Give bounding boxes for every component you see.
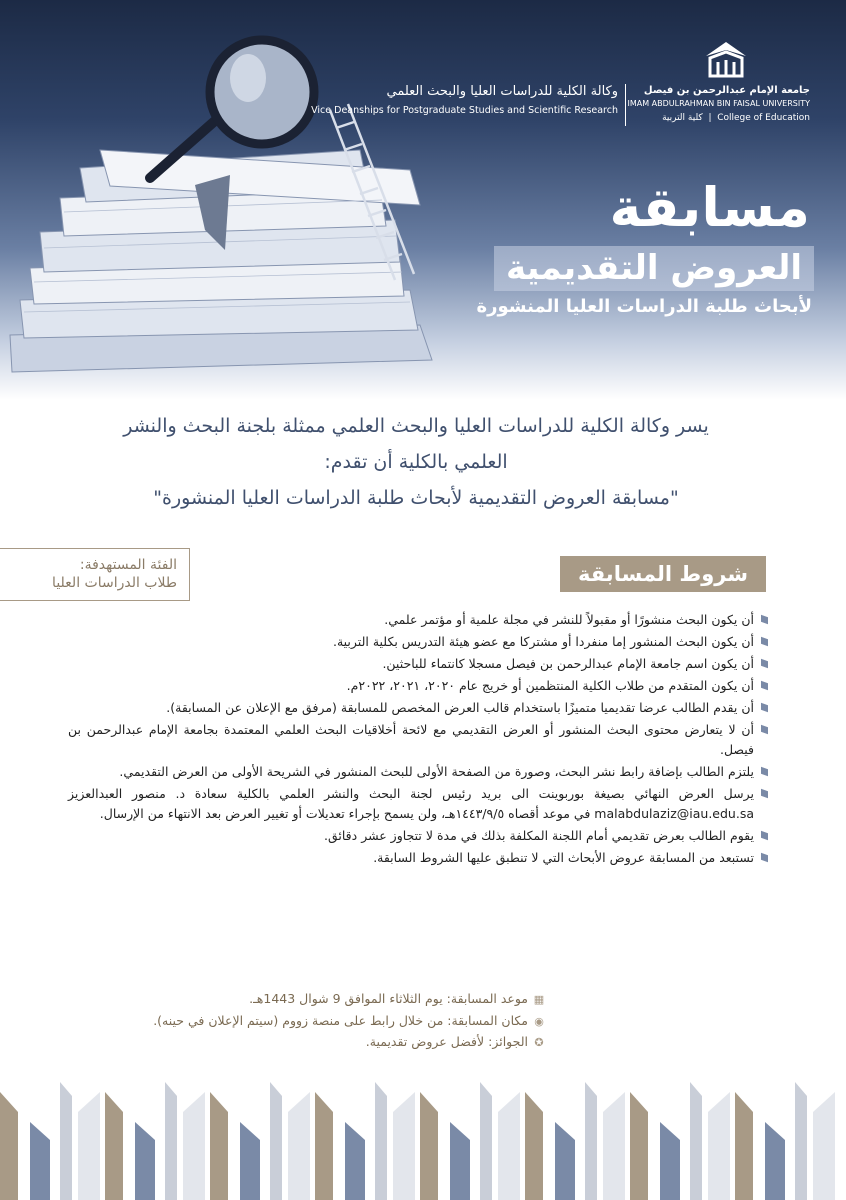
conditions-list bbox=[68, 610, 768, 870]
vice-deanship-en: Vice Deanships for Postgraduate Studies and Scientific Research bbox=[311, 105, 618, 116]
university-name-ar: جامعة الإمام عبدالرحمن بن فيصل bbox=[643, 85, 810, 96]
condition-item bbox=[68, 698, 768, 718]
college-name-en: College of Education bbox=[717, 113, 810, 123]
intro-line-1: يسر وكالة الكلية للدراسات العليا والبحث العلمي ممثلة بلجنة البحث والنشر bbox=[123, 415, 709, 437]
competition-date-text: موعد المسابقة: يوم الثلاثاء الموافق 9 شوال 1443هـ. bbox=[249, 991, 528, 1006]
bullet-icon bbox=[761, 789, 768, 799]
condition-item bbox=[68, 784, 768, 824]
condition-text: أن لا يتعارض محتوى البحث المنشور أو العرض التقديمي مع لائحة أخلاقيات البحث العلمي المعتمدة بجامعة الإمام عبدالرحمن بن فيصل. bbox=[68, 722, 754, 757]
condition-text: تستبعد من المسابقة عروض الأبحاث التي لا تنطبق عليها الشروط السابقة. bbox=[373, 850, 754, 865]
college-name-ar: كلية التربية bbox=[662, 113, 703, 123]
calendar-icon: ▦ bbox=[533, 993, 545, 1006]
target-audience-label: الفئة المستهدفة: bbox=[79, 557, 177, 573]
condition-item bbox=[68, 826, 768, 846]
bullet-icon bbox=[761, 637, 768, 647]
bullet-icon bbox=[761, 831, 768, 841]
college-name: كلية التربية | College of Education bbox=[662, 113, 810, 123]
condition-text: يرسل العرض النهائي بصيغة بوربوينت الى بريد رئيس لجنة البحث والنشر العلمي بالكلية سعادة د. منصور العبدالعزيز malabdulaziz@iau.edu.sa في موعد أقصاه ١٤٤٣/٩/٥هـ، ولن يسمح بإجراء تعديلات أو تغيير العرض بعد الانتهاء من الإرسال. bbox=[68, 786, 754, 821]
intro-line-3: "مسابقة العروض التقديمية لأبحاث طلبة الدراسات العليا المنشورة" bbox=[153, 487, 679, 510]
location-pin-icon: ◉ bbox=[534, 1014, 544, 1028]
bullet-icon bbox=[761, 853, 768, 863]
condition-item bbox=[68, 632, 768, 652]
target-audience-box bbox=[0, 548, 190, 601]
vice-deanship bbox=[311, 84, 618, 116]
competition-prizes bbox=[153, 1031, 546, 1053]
title-line-2: العروض التقديمية bbox=[494, 246, 814, 291]
title-line-1: مسابقة bbox=[609, 176, 810, 239]
university-emblem-icon bbox=[702, 38, 750, 80]
competition-prizes-text: الجوائز: لأفضل عروض تقديمية. bbox=[365, 1034, 528, 1050]
intro-line-2: العلمي بالكلية أن تقدم: bbox=[324, 451, 508, 474]
decorative-footer-pattern bbox=[0, 1082, 846, 1200]
condition-item bbox=[68, 676, 768, 696]
condition-item bbox=[68, 720, 768, 760]
award-icon: ✪ bbox=[534, 1036, 544, 1050]
condition-text: أن يقدم الطالب عرضا تقديميا متميزًا باستخدام قالب العرض المخصص للمسابقة (مرفق مع الإعلان عن المسابقة). bbox=[166, 700, 754, 715]
logo-divider bbox=[625, 84, 626, 126]
bullet-icon bbox=[761, 725, 768, 735]
condition-text: يقوم الطالب بعرض تقديمي أمام اللجنة المكلفة بذلك في مدة لا تتجاوز عشر دقائق. bbox=[324, 828, 754, 843]
competition-info bbox=[153, 988, 546, 1053]
condition-item bbox=[68, 762, 768, 782]
bullet-icon bbox=[761, 767, 768, 777]
competition-location-text: مكان المسابقة: من خلال رابط على منصة زووم (سيتم الإعلان في حينه). bbox=[153, 1012, 528, 1028]
condition-item bbox=[68, 610, 768, 630]
condition-text: أن يكون المتقدم من طلاب الكلية المنتظمين أو خريج عام ٢٠٢٠، ٢٠٢١، ٢٠٢٢م. bbox=[346, 678, 754, 693]
university-logo bbox=[610, 38, 810, 128]
vice-deanship-ar: وكالة الكلية للدراسات العليا والبحث العلمي bbox=[386, 84, 618, 99]
condition-text: أن يكون اسم جامعة الإمام عبدالرحمن بن فيصل مسجلا كانتماء للباحثين. bbox=[382, 656, 754, 671]
target-audience-value: طلاب الدراسات العليا bbox=[52, 575, 177, 591]
condition-item bbox=[68, 654, 768, 674]
books-magnifier-illustration bbox=[0, 0, 460, 400]
bullet-icon bbox=[761, 615, 768, 625]
condition-text: أن يكون البحث منشورًا أو مقبولاً للنشر في مجلة علمية أو مؤتمر علمي. bbox=[384, 612, 754, 627]
competition-date bbox=[153, 988, 546, 1010]
intro-text bbox=[26, 408, 806, 516]
condition-item bbox=[68, 848, 768, 868]
bullet-icon bbox=[761, 703, 768, 713]
condition-text: أن يكون البحث المنشور إما منفردا أو مشتركا مع عضو هيئة التدريس بكلية التربية. bbox=[332, 634, 754, 649]
conditions-title: شروط المسابقة bbox=[560, 556, 766, 592]
university-name-en: IMAM ABDULRAHMAN BIN FAISAL UNIVERSITY bbox=[627, 99, 810, 108]
competition-location bbox=[153, 1010, 546, 1032]
condition-text: يلتزم الطالب بإضافة رابط نشر البحث، وصورة من الصفحة الأولى للبحث المنشور في الشريحة الأولى من العرض التقديمي. bbox=[119, 764, 754, 779]
bullet-icon bbox=[761, 659, 768, 669]
bullet-icon bbox=[761, 681, 768, 691]
title-line-3: لأبحاث طلبة الدراسات العليا المنشورة bbox=[476, 296, 812, 317]
